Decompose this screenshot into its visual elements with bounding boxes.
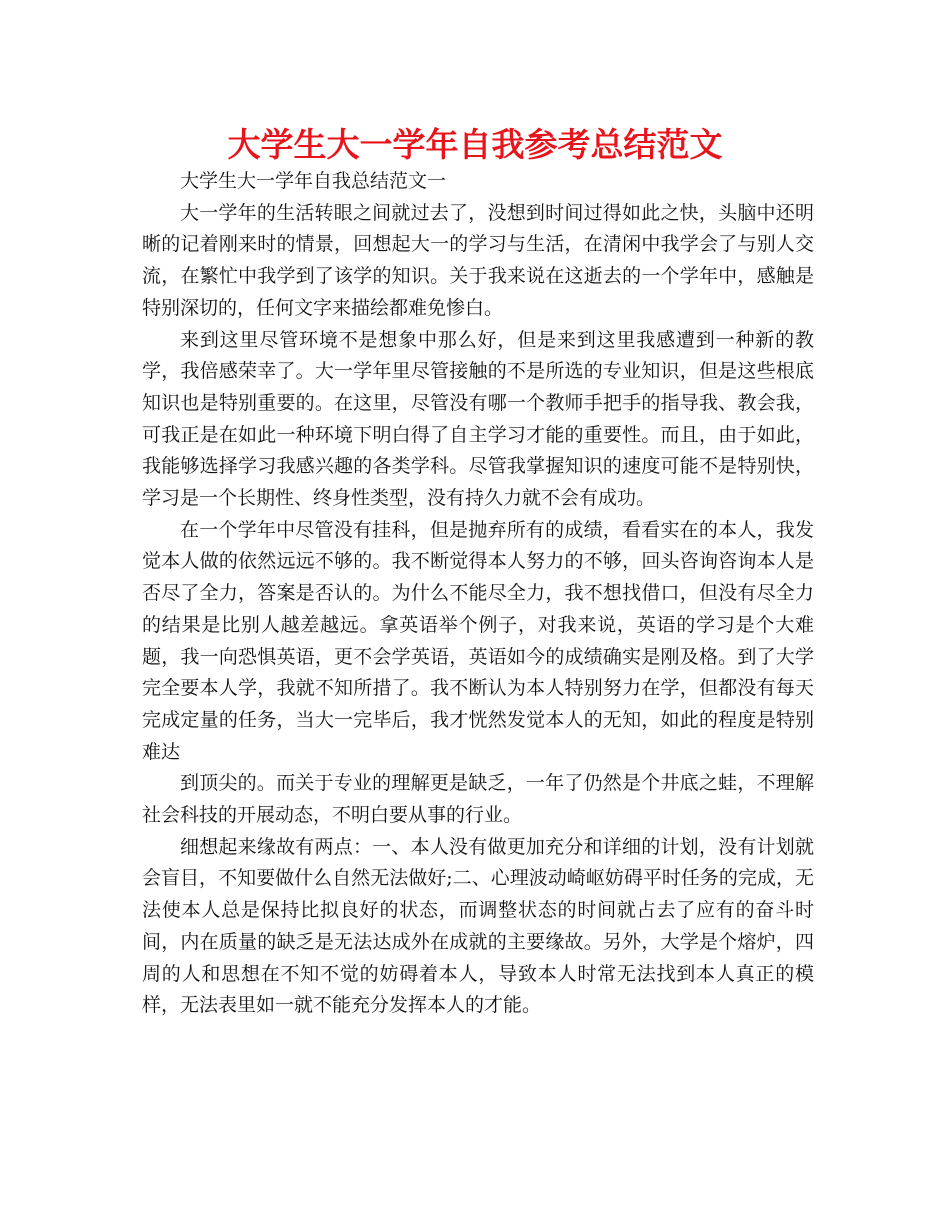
paragraph-5: 细想起来缘故有两点：一、本人没有做更加充分和详细的计划，没有计划就会盲目，不知要做什么自然无法做好;二、心理波动崎岖妨碍平时任务的完成，无法使本人总是保持比拟良好的状态，而调整状态的时间就占去了应有的奋斗时间，内在质量的缺乏是无法达成外在成就的主要缘故。另外，大学是个熔炉，四周的人和思想在不知不觉的妨碍着本人，导致本人时常无法找到本人真正的模样，无法表里如一就不能充分发挥本人的才能。	[142, 835, 814, 1017]
document-body	[142, 166, 814, 1022]
document-title: 大学生大一学年自我参考总结范文	[227, 125, 723, 164]
paragraph-1: 大一学年的生活转眼之间就过去了，没想到时间过得如此之快，头脑中还明晰的记着刚来时的情景，回想起大一的学习与生活，在清闲中我学会了与别人交流，在繁忙中我学到了该学的知识。关于我来说在这逝去的一个学年中，感触是特别深切的，任何文字来描绘都难免惨白。	[142, 201, 814, 319]
paragraph-4: 到顶尖的。而关于专业的理解更是缺乏，一年了仍然是个井底之蛙，不理解社会科技的开展动态，不明白要从事的行业。	[142, 772, 814, 827]
paragraph-3: 在一个学年中尽管没有挂科，但是抛弃所有的成绩，看看实在的本人，我发觉本人做的依然远远不够的。我不断觉得本人努力的不够，回头咨询咨询本人是否尽了全力，答案是否认的。为什么不能尽全力，我不想找借口，但没有尽全力的结果是比别人越差越远。拿英语举个例子，对我来说，英语的学习是个大难题，我一向恐惧英语，更不会学英语，英语如今的成绩确实是刚及格。到了大学完全要本人学，我就不知所措了。我不断认为本人特别努力在学，但都没有每天完成定量的任务，当大一完毕后，我才恍然发觉本人的无知，如此的程度是特别难达	[142, 518, 814, 763]
paragraph-2: 来到这里尽管环境不是想象中那么好，但是来到这里我感遭到一种新的教学，我倍感荣幸了。大一学年里尽管接触的不是所选的专业知识，但是这些根底知识也是特别重要的。在这里，尽管没有哪一个教师手把手的指导我、教会我，可我正是在如此一种环境下明白得了自主学习才能的重要性。而且，由于如此，我能够选择学习我感兴趣的各类学科。尽管我掌握知识的速度可能不是特别快，学习是一个长期性、终身性类型，没有持久力就不会有成功。	[142, 328, 814, 510]
section-heading: 大学生大一学年自我总结范文一	[180, 170, 447, 192]
